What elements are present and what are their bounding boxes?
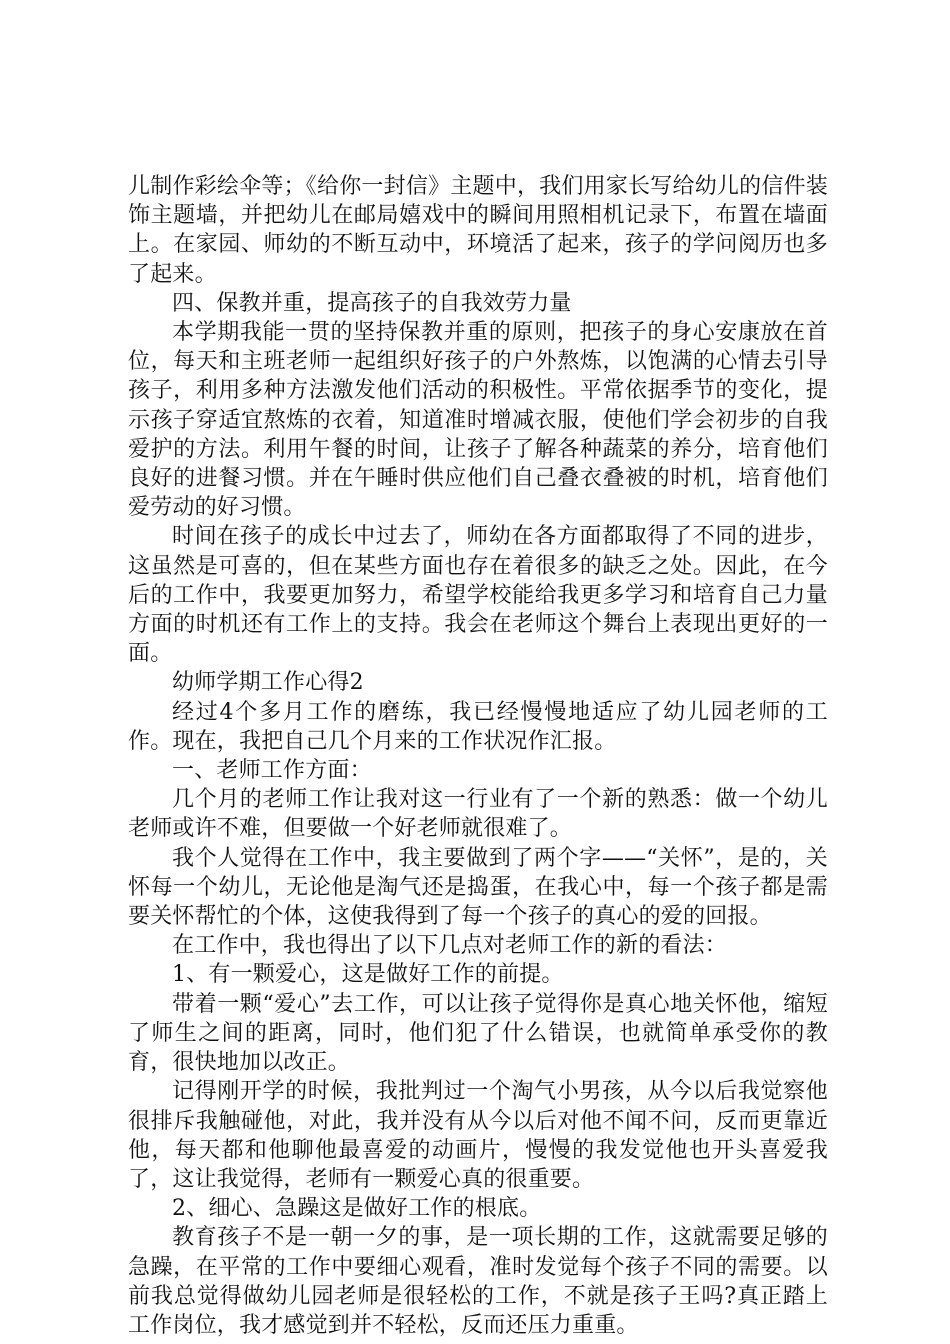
paragraph: 时间在孩子的成长中过去了，师幼在各方面都取得了不同的进步，这虽然是可喜的，但在某些方面也存在着很多的缺乏之处。因此，在今后的工作中，我要更加努力，希望学校能给我更多学习和培育自己力量方面的时机还有工作上的支持。我会在老师这个舞台上表现出更好的一面。 (128, 524, 828, 667)
section-heading-one: 一、老师工作方面： (172, 758, 372, 784)
paragraph-continuation: 儿制作彩绘伞等；《给你一封信》主题中，我们用家长写给幼儿的信件装饰主题墙，并把幼儿在邮局嬉戏中的瞬间用照相机记录下，布置在墙面上。在家园、师幼的不断互动中，环境活了起来，孩子的学问阅历也多了起来。 (128, 174, 828, 287)
paragraph: 本学期我能一贯的坚持保教并重的原则，把孩子的身心安康放在首位，每天和主班老师一起组织好孩子的户外熬炼，以饱满的心情去引导孩子，利用多种方法激发他们活动的积极性。平常依据季节的变化，提示孩子穿适宜熬炼的衣着，知道准时增减衣服，使他们学会初步的自我爱护的方法。利用午餐的时间，让孩子了解各种蔬菜的养分，培育他们良好的进餐习惯。并在午睡时供应他们自己叠衣叠被的时机，培育他们爱劳动的好习惯。 (128, 320, 828, 521)
paragraph: 在工作中，我也得出了以下几点对老师工作的新的看法： (172, 933, 728, 959)
paragraph: 几个月的老师工作让我对这一行业有了一个新的熟悉：做一个幼儿老师或许不难，但要做一个好老师就很难了。 (128, 787, 828, 842)
paragraph: 我个人觉得在工作中，我主要做到了两个字——“关怀”，是的，关怀每一个幼儿，无论他是淘气还是捣蛋，在我心中，每一个孩子都是需要关怀帮忙的个体，这使我得到了每一个孩子的真心的爱的回报。 (128, 845, 828, 930)
paragraph: 记得刚开学的时候，我批判过一个淘气小男孩，从今以后我觉察他很排斥我触碰他，对此，我并没有从今以后对他不闻不问，反而更靠近他，每天都和他聊他最喜爱的动画片，慢慢的我发觉他也开头喜爱我了，这让我觉得，老师有一颗爱心真的很重要。 (128, 1079, 828, 1192)
paragraph: 带着一颗“爱心”去工作，可以让孩子觉得你是真心地关怀他，缩短了师生之间的距离，同时，他们犯了什么错误，也就简单承受你的教育，很快地加以改正。 (128, 991, 828, 1076)
list-point-one: 1、有一颗爱心，这是做好工作的前提。 (172, 962, 564, 988)
section-heading-four: 四、保教并重，提高孩子的自我效劳力量 (172, 290, 572, 316)
list-point-two: 2、细心、急躁这是做好工作的根底。 (172, 1196, 542, 1222)
paragraph: 经过4个多月工作的磨练，我已经慢慢地适应了幼儿园老师的工作。现在，我把自己几个月来的工作状况作汇报。 (128, 699, 828, 754)
article-title: 幼师学期工作心得2 (172, 670, 364, 696)
paragraph: 教育孩子不是一朝一夕的事，是一项长期的工作，这就需要足够的急躁，在平常的工作中要细心观看，准时发觉每个孩子不同的需要。以前我总觉得做幼儿园老师是很轻松的工作，不就是孩子王吗?真正踏上工作岗位，我才感觉到并不轻松，反而还压力重重。 (128, 1225, 828, 1338)
document-body (128, 172, 828, 1340)
